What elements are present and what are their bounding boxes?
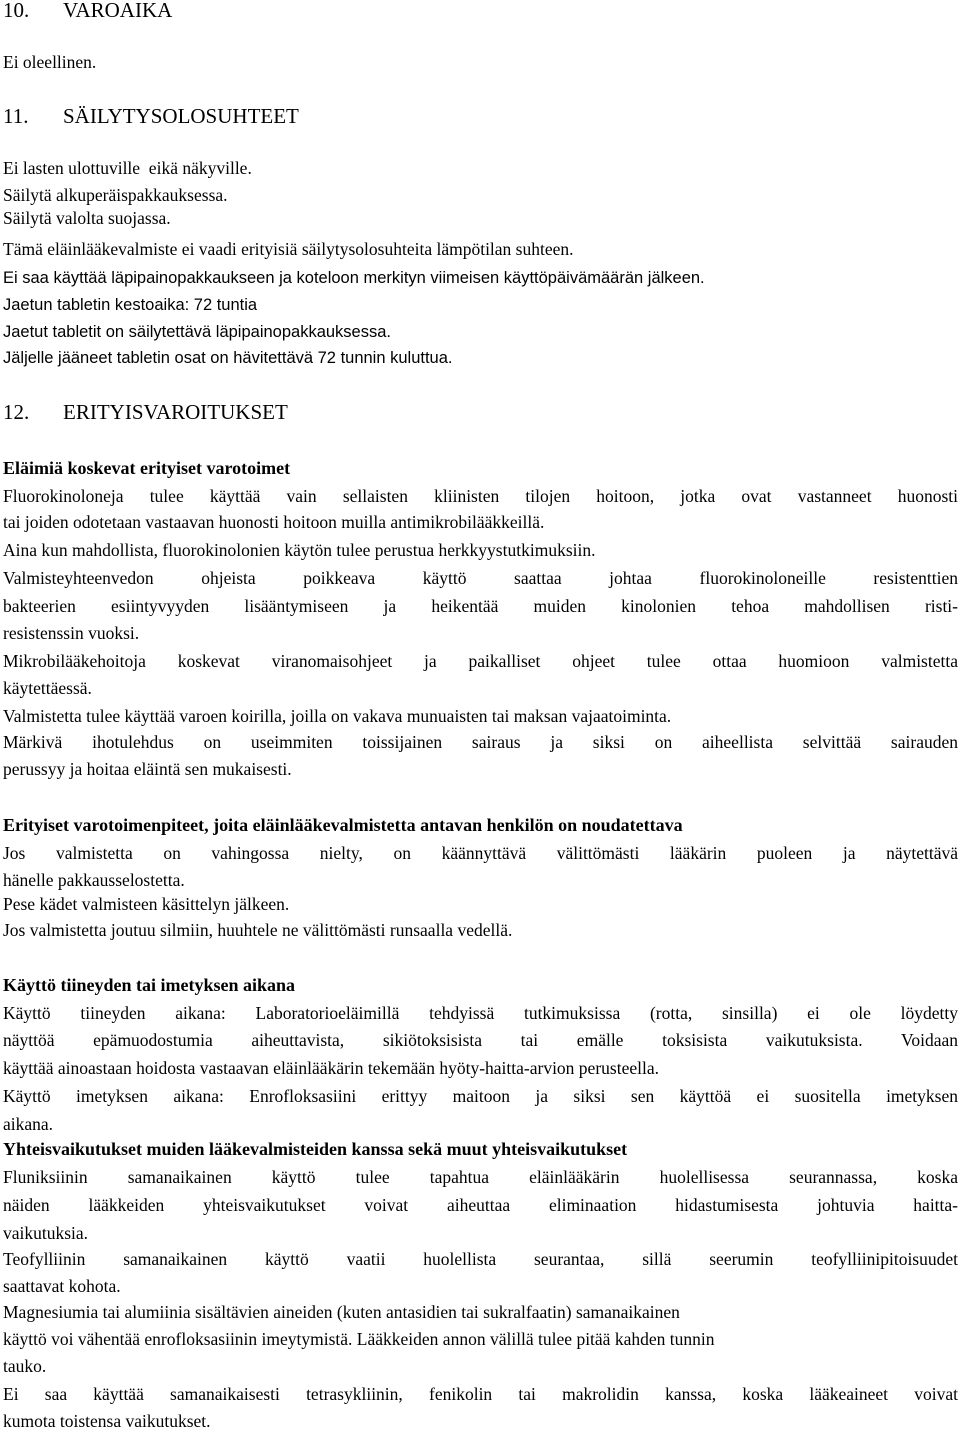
subheading-user-precautions: Erityiset varotoimenpiteet, joita eläinlääkevalmistetta antavan henkilön on noudatettava xyxy=(3,815,683,835)
body-line: Aina kun mahdollista, fluorokinolonien käytön tulee perustua herkkyystutkimuksiin. xyxy=(3,540,596,560)
section-12-heading xyxy=(3,399,288,426)
section-11-line: Jaetun tabletin kestoaika: 72 tuntia xyxy=(3,296,258,314)
body-line: resistenssin vuoksi. xyxy=(3,623,140,643)
body-line: tai joiden odotetaan vastaavan huonosti hoitoon muilla antimikrobilääkkeillä. xyxy=(3,512,545,532)
body-line: vaikutuksia. xyxy=(3,1223,89,1243)
body-line: tauko. xyxy=(3,1356,47,1376)
subheading-interactions: Yhteisvaikutukset muiden lääkevalmisteiden kanssa sekä muut yhteisvaikutukset xyxy=(3,1139,628,1159)
subheading-pregnancy-lactation: Käyttö tiineyden tai imetyksen aikana xyxy=(3,975,296,995)
body-line: Pese kädet valmisteen käsittelyn jälkeen. xyxy=(3,894,290,914)
body-line: hänelle pakkausselostetta. xyxy=(3,870,185,890)
body-line: näyttöä epämuodostumia aiheuttavista, sikiötoksisista tai emälle toksisista vaikutuksista. Voidaan xyxy=(3,1030,958,1050)
body-line: Jos valmistetta on vahingossa nielty, on käännyttävä välittömästi lääkärin puoleen ja näytettävä xyxy=(3,843,958,863)
body-line: Fluniksiinin samanaikainen käyttö tulee tapahtua eläinlääkärin huolellisessa seurannassa, koska xyxy=(3,1167,958,1187)
body-line: Mikrobilääkehoitoja koskevat viranomaisohjeet ja paikalliset ohjeet tulee ottaa huomioon valmistetta xyxy=(3,651,958,671)
body-line: saattavat kohota. xyxy=(3,1276,121,1296)
body-line: Fluorokinoloneja tulee käyttää vain sellaisten kliinisten tilojen hoitoon, jotka ovat vastanneet huonosti xyxy=(3,486,958,506)
section-11-line: Jaetut tabletit on säilytettävä läpipainopakkauksessa. xyxy=(3,323,391,341)
section-11-heading xyxy=(3,103,299,130)
subheading-animal-precautions: Eläimiä koskevat erityiset varotoimet xyxy=(3,458,291,478)
section-11-number: 11. xyxy=(3,104,29,128)
section-11-line: Säilytä alkuperäispakkauksessa. xyxy=(3,185,228,205)
section-10-title: VAROAIKA xyxy=(63,0,173,22)
body-line: käyttö voi vähentää enrofloksasiinin imeytymistä. Lääkkeiden annon välillä tulee pitää kahden tunnin xyxy=(3,1329,715,1349)
section-11-line: Tämä eläinlääkevalmiste ei vaadi erityisiä säilytysolosuhteita lämpötilan suhteen. xyxy=(3,239,574,259)
body-line: bakteerien esiintyvyyden lisääntymiseen ja heikentää muiden kinolonien tehoa mahdollisen risti- xyxy=(3,596,958,616)
section-11-line: Ei saa käyttää läpipainopakkaukseen ja koteloon merkityn viimeisen käyttöpäivämäärän jälkeen. xyxy=(3,269,705,287)
body-line: Valmisteyhteenvedon ohjeista poikkeava käyttö saattaa johtaa fluorokinoloneille resistenttien xyxy=(3,568,958,588)
section-10-heading xyxy=(3,0,172,24)
section-11-title: SÄILYTYSOLOSUHTEET xyxy=(63,104,299,128)
section-12-number: 12. xyxy=(3,400,30,424)
section-10-number: 10. xyxy=(3,0,30,22)
body-line: kumota toistensa vaikutukset. xyxy=(3,1411,211,1431)
section-11-line: Jäljelle jääneet tabletin osat on hävitettävä 72 tunnin kuluttua. xyxy=(3,349,453,367)
body-line: Teofylliinin samanaikainen käyttö vaatii huolellista seurantaa, sillä seerumin teofylliinipitoisuudet xyxy=(3,1249,958,1269)
body-line: näiden lääkkeiden yhteisvaikutukset voivat aiheuttaa eliminaation hidastumisesta johtuvia haitta- xyxy=(3,1195,958,1215)
section-11-line: Säilytä valolta suojassa. xyxy=(3,208,171,228)
body-line: Käyttö imetyksen aikana: Enrofloksasiini erittyy maitoon ja siksi sen käyttöä ei suositella imetyksen xyxy=(3,1086,958,1106)
body-line: Ei saa käyttää samanaikaisesti tetrasykliinin, fenikolin tai makrolidin kanssa, koska lääkeaineet voivat xyxy=(3,1384,958,1404)
body-line: Käyttö tiineyden aikana: Laboratorioeläimillä tehdyissä tutkimuksissa (rotta, sinsilla) ei ole löydetty xyxy=(3,1003,958,1023)
body-line: Jos valmistetta joutuu silmiin, huuhtele ne välittömästi runsaalla vedellä. xyxy=(3,920,513,940)
body-line: perussyy ja hoitaa eläintä sen mukaisesti. xyxy=(3,759,292,779)
section-12-title: ERITYISVAROITUKSET xyxy=(63,400,288,424)
body-line: käytettäessä. xyxy=(3,678,92,698)
body-line: Märkivä ihotulehdus on useimmiten toissijainen sairaus ja siksi on aiheellista selvittää sairauden xyxy=(3,732,958,752)
body-line: Valmistetta tulee käyttää varoen koirilla, joilla on vakava munuaisten tai maksan vajaatoiminta. xyxy=(3,706,672,726)
section-11-line: Ei lasten ulottuville eikä näkyville. xyxy=(3,158,252,178)
body-line: aikana. xyxy=(3,1114,54,1134)
body-line: käyttää ainoastaan hoidosta vastaavan eläinlääkärin tekemään hyöty-haitta-arvion perusteella. xyxy=(3,1058,659,1078)
section-10-body: Ei oleellinen. xyxy=(3,52,97,72)
body-line: Magnesiumia tai alumiinia sisältävien aineiden (kuten antasidien tai sukralfaatin) samanaikainen xyxy=(3,1302,680,1322)
